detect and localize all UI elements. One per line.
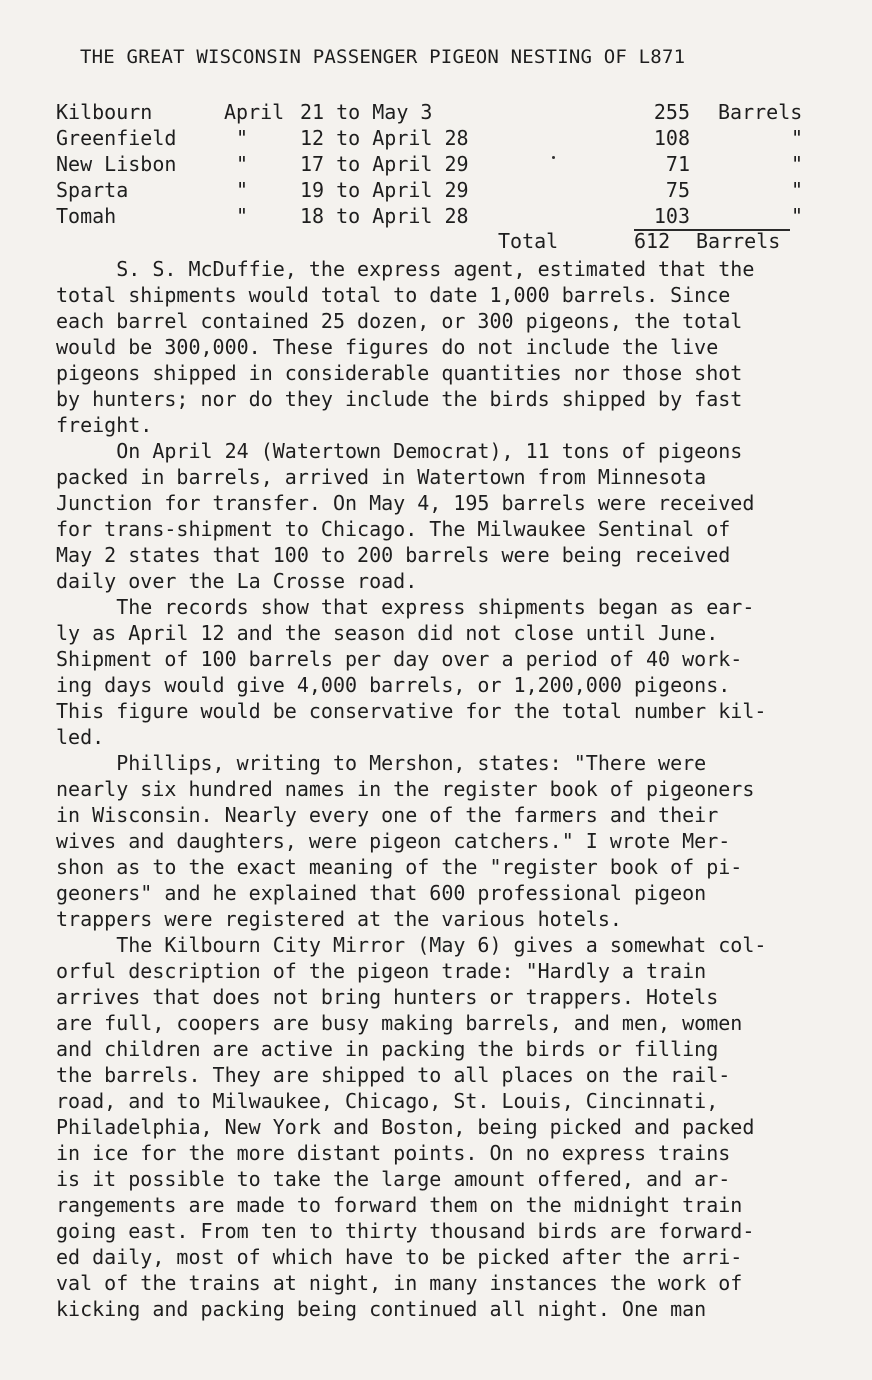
text-line: Junction for transfer. On May 4, 195 barrels were received [56,491,755,515]
date-range-cell: 19 to April 29 [300,178,469,202]
text-line: On April 24 (Watertown Democrat), 11 tons of pigeons [56,439,743,463]
text-line: for trans-shipment to Chicago. The Milwaukee Sentinal of [56,517,731,541]
text-line: geoners" and he explained that 600 professional pigeon [56,881,707,905]
table-row [56,152,816,178]
text-line: Phillips, writing to Mershon, states: "There were [56,751,707,775]
barrels-cell: 103 [653,204,690,228]
ink-speck [552,156,555,159]
month-cell: April [224,100,285,124]
text-line: packed in barrels, arrived in Watertown from Minnesota [56,465,707,489]
town-cell: Sparta [56,178,129,202]
text-line: going east. From ten to thirty thousand birds are forward- [56,1219,755,1243]
text-line: the barrels. They are shipped to all places on the rail- [56,1063,731,1087]
text-line: trappers were registered at the various hotels. [56,907,622,931]
month-cell: " [236,152,249,176]
text-line: ed daily, most of which have to be picked after the arri- [56,1245,743,1269]
text-line: shon as to the exact meaning of the "register book of pi- [56,855,743,879]
text-line: total shipments would total to date 1,000 barrels. Since [56,283,731,307]
text-line: The records show that express shipments began as ear- [56,595,755,619]
text-line: The Kilbourn City Mirror (May 6) gives a somewhat col- [56,933,767,957]
barrels-cell: 255 [653,100,690,124]
unit-cell: " [790,178,804,202]
text-line: arrives that does not bring hunters or trappers. Hotels [56,985,719,1009]
text-line: May 2 states that 100 to 200 barrels were being received [56,543,731,567]
town-cell: New Lisbon [56,152,177,176]
unit-cell: " [790,204,804,228]
total-unit: Barrels [696,229,781,253]
text-line: in Wisconsin. Nearly every one of the farmers and their [56,803,719,827]
table-row [56,126,816,152]
month-cell: " [236,204,249,228]
text-line: and children are active in packing the birds or filling [56,1037,719,1061]
text-line: rangements are made to forward them on the midnight train [56,1193,743,1217]
text-line: freight. [56,413,153,437]
text-line: Shipment of 100 barrels per day over a period of 40 work- [56,647,743,671]
text-line: This figure would be conservative for the total number kil- [56,699,767,723]
text-line: S. S. McDuffie, the express agent, estimated that the [56,257,755,281]
unit-cell: Barrels [718,100,803,124]
text-line: are full, coopers are busy making barrels, and men, women [56,1011,743,1035]
unit-cell: " [790,126,804,150]
text-line: kicking and packing being continued all night. One man [56,1297,707,1321]
text-line: is it possible to take the large amount offered, and ar- [56,1167,731,1191]
text-line: by hunters; nor do they include the birds shipped by fast [56,387,743,411]
date-range-cell: 17 to April 29 [300,152,469,176]
barrels-cell: 108 [653,126,690,150]
text-line: daily over the La Crosse road. [56,569,418,593]
text-line: orful description of the pigeon trade: "Hardly a train [56,959,707,983]
text-line: nearly six hundred names in the register book of pigeoners [56,777,755,801]
text-line: pigeons shipped in considerable quantities nor those shot [56,361,743,385]
text-line: ing days would give 4,000 barrels, or 1,200,000 pigeons. [56,673,731,697]
text-line: led. [56,725,105,749]
text-line: road, and to Milwaukee, Chicago, St. Louis, Cincinnati, [56,1089,719,1113]
table-row [56,100,816,126]
page-title: THE GREAT WISCONSIN PASSENGER PIGEON NESTING OF L871 [80,46,686,68]
table-row [56,204,816,230]
table-row [56,178,816,204]
month-cell: " [236,178,249,202]
total-label: Total [498,229,559,253]
text-line: ly as April 12 and the season did not close until June. [56,621,719,645]
total-row [56,229,816,255]
town-cell: Tomah [56,204,117,228]
unit-cell: " [790,152,804,176]
town-cell: Greenfield [56,126,177,150]
body-text [56,256,846,1322]
barrels-cell: 75 [665,178,690,202]
text-line: Philadelphia, New York and Boston, being picked and packed [56,1115,755,1139]
date-range-cell: 12 to April 28 [300,126,469,150]
town-cell: Kilbourn [56,100,153,124]
text-line: each barrel contained 25 dozen, or 300 pigeons, the total [56,309,743,333]
text-line: in ice for the more distant points. On no express trains [56,1141,731,1165]
date-range-cell: 18 to April 28 [300,204,469,228]
date-range-cell: 21 to May 3 [300,100,433,124]
total-value: 612 [634,229,671,253]
month-cell: " [236,126,249,150]
text-line: would be 300,000. These figures do not include the live [56,335,719,359]
barrels-cell: 71 [665,152,690,176]
text-line: wives and daughters, were pigeon catchers." I wrote Mer- [56,829,731,853]
text-line: val of the trains at night, in many instances the work of [56,1271,743,1295]
